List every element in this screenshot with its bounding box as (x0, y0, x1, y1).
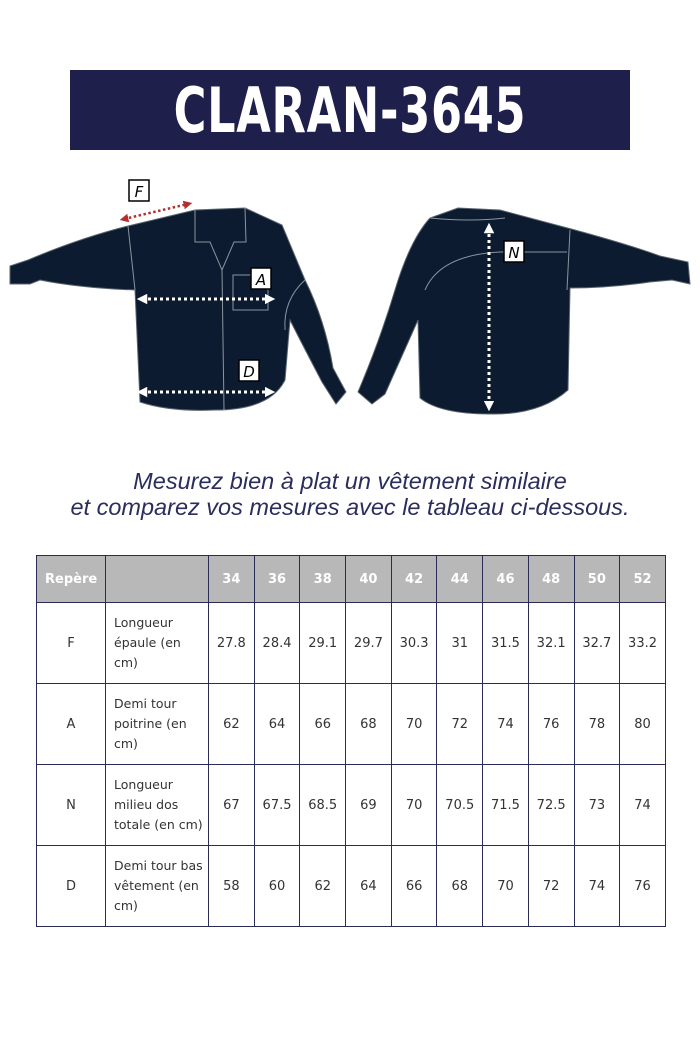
cell-value: 72 (437, 684, 483, 765)
cell-value: 66 (300, 684, 346, 765)
row-key: A (37, 684, 106, 765)
cell-value: 28.4 (254, 603, 300, 684)
cell-value: 60 (254, 846, 300, 927)
instructions-line-2: et comparez vos mesures avec le tableau ci-dessous. (70, 494, 630, 520)
header-size-48: 48 (528, 556, 574, 603)
back-view (358, 208, 690, 414)
cell-value: 74 (483, 684, 529, 765)
measuring-instructions (0, 468, 700, 520)
cell-value: 70 (483, 846, 529, 927)
header-size-34: 34 (209, 556, 255, 603)
cell-value: 69 (346, 765, 392, 846)
cell-value: 70 (391, 684, 437, 765)
cell-value: 67 (209, 765, 255, 846)
cell-value: 74 (620, 765, 666, 846)
cell-value: 30.3 (391, 603, 437, 684)
label-d: D (243, 363, 255, 381)
cell-value: 70 (391, 765, 437, 846)
cell-value: 80 (620, 684, 666, 765)
cell-value: 29.7 (346, 603, 392, 684)
header-size-42: 42 (391, 556, 437, 603)
cell-value: 68 (437, 846, 483, 927)
cell-value: 73 (574, 765, 620, 846)
row-description: Longueur milieu dos totale (en cm) (106, 765, 209, 846)
cell-value: 78 (574, 684, 620, 765)
row-description: Longueur épaule (en cm) (106, 603, 209, 684)
cell-value: 74 (574, 846, 620, 927)
table-row (37, 684, 666, 765)
garment-diagram (0, 170, 700, 430)
header-repere: Repère (37, 556, 106, 603)
cell-value: 71.5 (483, 765, 529, 846)
cell-value: 68 (346, 684, 392, 765)
product-title: CLARAN-3645 (173, 73, 527, 147)
label-n: N (508, 244, 520, 262)
header-size-52: 52 (620, 556, 666, 603)
row-description: Demi tour bas vêtement (en cm) (106, 846, 209, 927)
table-row (37, 603, 666, 684)
cell-value: 32.7 (574, 603, 620, 684)
row-key: N (37, 765, 106, 846)
cell-value: 62 (300, 846, 346, 927)
cell-value: 33.2 (620, 603, 666, 684)
cell-value: 76 (528, 684, 574, 765)
header-description (106, 556, 209, 603)
label-a: A (255, 271, 267, 289)
row-key: D (37, 846, 106, 927)
table-header-row (37, 556, 666, 603)
cell-value: 64 (254, 684, 300, 765)
cell-value: 29.1 (300, 603, 346, 684)
cell-value: 58 (209, 846, 255, 927)
cell-value: 64 (346, 846, 392, 927)
label-f: F (134, 183, 144, 201)
header-size-36: 36 (254, 556, 300, 603)
cell-value: 76 (620, 846, 666, 927)
size-chart-table (36, 555, 666, 927)
table-row (37, 846, 666, 927)
instructions-line-1: Mesurez bien à plat un vêtement similaire (133, 468, 567, 494)
header-size-44: 44 (437, 556, 483, 603)
cell-value: 70.5 (437, 765, 483, 846)
cell-value: 32.1 (528, 603, 574, 684)
cell-value: 31 (437, 603, 483, 684)
row-description: Demi tour poitrine (en cm) (106, 684, 209, 765)
cell-value: 72 (528, 846, 574, 927)
header-size-50: 50 (574, 556, 620, 603)
header-size-40: 40 (346, 556, 392, 603)
cell-value: 67.5 (254, 765, 300, 846)
table-row (37, 765, 666, 846)
row-key: F (37, 603, 106, 684)
cell-value: 72.5 (528, 765, 574, 846)
header-size-46: 46 (483, 556, 529, 603)
cell-value: 68.5 (300, 765, 346, 846)
front-view (10, 204, 346, 410)
cell-value: 31.5 (483, 603, 529, 684)
cell-value: 66 (391, 846, 437, 927)
title-banner (70, 70, 630, 150)
cell-value: 27.8 (209, 603, 255, 684)
header-size-38: 38 (300, 556, 346, 603)
cell-value: 62 (209, 684, 255, 765)
